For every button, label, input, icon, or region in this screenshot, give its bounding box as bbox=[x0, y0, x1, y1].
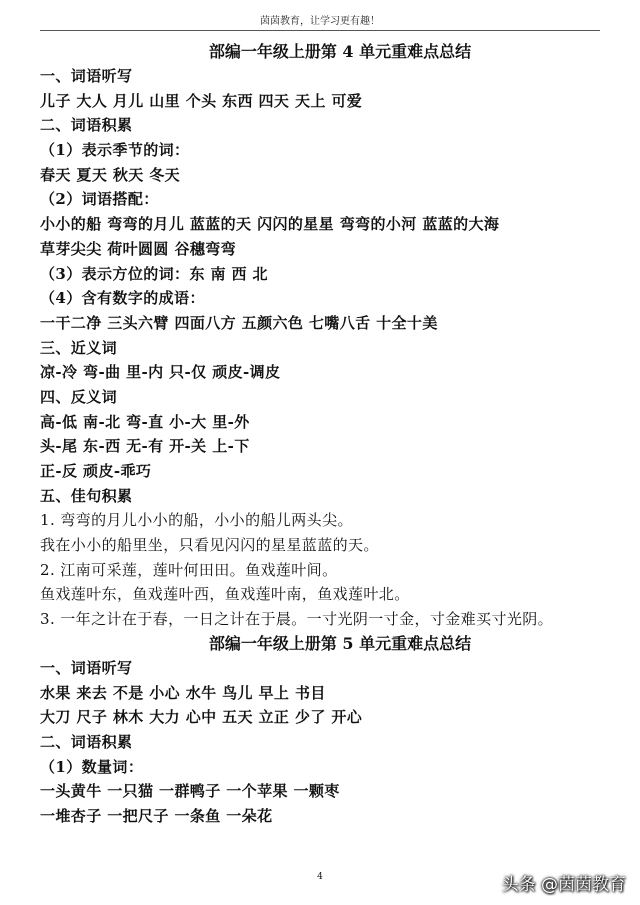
text-line: 2. 江南可采莲，莲叶何田田。鱼戏莲叶间。 bbox=[40, 560, 338, 579]
text-line: 大刀 尺子 林木 大力 心中 五天 立正 少了 开心 bbox=[40, 708, 363, 727]
text-line: 春天 夏天 秋天 冬天 bbox=[40, 165, 181, 184]
unit-4-title: 部编一年级上册第 4 单元重难点总结 bbox=[208, 42, 472, 61]
watermark: 头条 @茵茵教育 bbox=[501, 875, 626, 895]
text-line: 四、反义词 bbox=[40, 387, 118, 406]
unit-5-section bbox=[40, 632, 610, 829]
text-line: 草芽尖尖 荷叶圆圆 谷穗弯弯 bbox=[40, 239, 237, 258]
text-line: 一头黄牛 一只猫 一群鸭子 一个苹果 一颗枣 bbox=[40, 782, 340, 801]
unit-4-section bbox=[40, 40, 610, 632]
text-line: （4）含有数字的成语： bbox=[40, 289, 205, 308]
text-line: 一、词语听写 bbox=[40, 658, 133, 677]
page-header: 茵茵教育，让学习更有趣！ bbox=[260, 16, 380, 27]
text-line: 鱼戏莲叶东，鱼戏莲叶西，鱼戏莲叶南，鱼戏莲叶北。 bbox=[40, 585, 410, 604]
text-line: 正-反 顽皮-乖巧 bbox=[40, 462, 152, 480]
text-line: 儿子 大人 月儿 山里 个头 东西 四天 天上 可爱 bbox=[40, 91, 363, 110]
text-line: 高-低 南-北 弯-直 小-大 里-外 bbox=[40, 412, 250, 431]
text-line: 3. 一年之计在于春，一日之计在于晨。一寸光阴一寸金，寸金难买寸光阴。 bbox=[40, 610, 554, 629]
text-line: 二、词语积累 bbox=[40, 116, 133, 135]
text-line: 一干二净 三头六臂 四面八方 五颜六色 七嘴八舌 十全十美 bbox=[40, 313, 438, 332]
text-line: 我在小小的船里坐，只看见闪闪的星星蓝蓝的天。 bbox=[40, 536, 379, 555]
text-line: 凉-冷 弯-曲 里-内 只-仅 顽皮-调皮 bbox=[40, 363, 281, 382]
text-line: （1）数量词： bbox=[40, 757, 144, 776]
text-line: （3）表示方位的词：东 南 西 北 bbox=[40, 264, 268, 283]
document-body bbox=[40, 40, 610, 829]
text-line: （2）词语搭配： bbox=[40, 190, 159, 209]
text-line: 五、佳句积累 bbox=[40, 486, 133, 505]
text-line: 1. 弯弯的月儿小小的船，小小的船儿两头尖。 bbox=[40, 511, 353, 530]
text-line: 水果 来去 不是 小心 水牛 鸟儿 早上 书目 bbox=[40, 683, 326, 702]
text-line: 小小的船 弯弯的月儿 蓝蓝的天 闪闪的星星 弯弯的小河 蓝蓝的大海 bbox=[40, 215, 500, 234]
unit-5-lines bbox=[40, 656, 610, 829]
text-line: 二、词语积累 bbox=[40, 732, 133, 751]
text-line: 头-尾 东-西 无-有 开-关 上-下 bbox=[40, 437, 250, 456]
text-line: 一、词语听写 bbox=[40, 67, 133, 85]
unit-4-lines bbox=[40, 64, 610, 632]
unit-5-title: 部编一年级上册第 5 单元重难点总结 bbox=[208, 633, 472, 653]
text-line: 三、近义词 bbox=[40, 338, 118, 357]
text-line: 一堆杏子 一把尺子 一条鱼 一朵花 bbox=[40, 806, 273, 825]
page-number: 4 bbox=[317, 872, 323, 882]
header-divider bbox=[40, 30, 600, 31]
text-line: （1）表示季节的词： bbox=[40, 141, 190, 160]
